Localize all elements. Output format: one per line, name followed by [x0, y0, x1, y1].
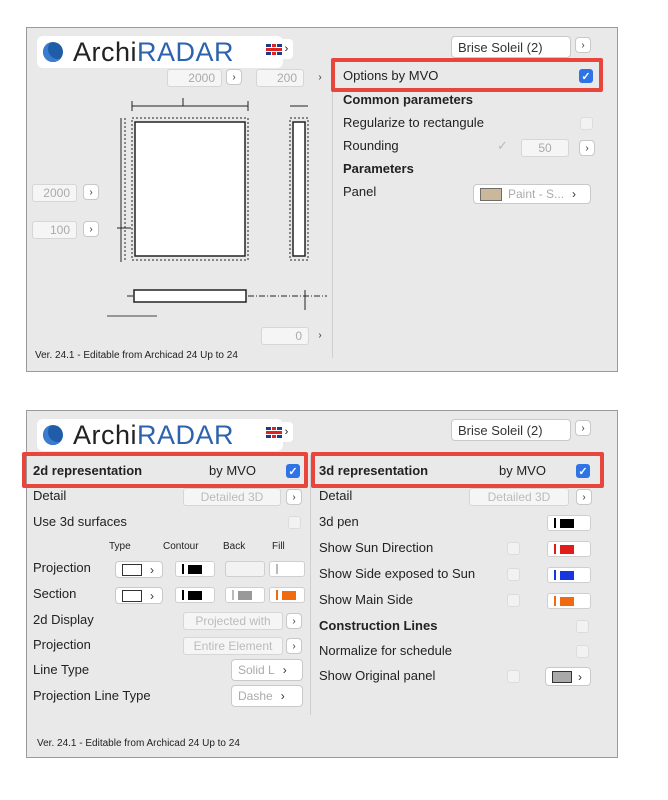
- normalize-for-schedule-checkbox[interactable]: [576, 645, 589, 658]
- panel-label: Panel: [343, 184, 377, 199]
- original-panel-material-popup[interactable]: [545, 667, 591, 686]
- height-arrow[interactable]: ›: [83, 184, 99, 200]
- 2d-detail-arrow[interactable]: ›: [286, 489, 302, 505]
- rounding-field[interactable]: 50: [521, 139, 569, 157]
- chevron-right-icon: ›: [282, 663, 287, 677]
- construction-lines-checkbox[interactable]: [576, 620, 589, 633]
- col-contour-label: Contour: [163, 541, 199, 552]
- version-text: Ver. 24.1 - Editable from Archicad 24 Up to 24: [35, 350, 238, 361]
- archiradar-logo: Archi RADAR: [37, 419, 283, 451]
- language-flag-button[interactable]: [261, 39, 293, 59]
- regularize-label: Regularize to rectangule: [343, 115, 484, 130]
- section-label: Section: [33, 586, 77, 601]
- projection-line-type-label: Projection Line Type: [33, 688, 151, 703]
- uk-flag-icon: [266, 427, 282, 438]
- construction-lines-label: Construction Lines: [319, 618, 438, 633]
- rectangle-icon: [122, 564, 142, 576]
- section-fill-pen[interactable]: [269, 587, 305, 603]
- section-type-popup[interactable]: [115, 587, 163, 604]
- section-back-pen[interactable]: [225, 587, 265, 603]
- 2d-display-arrow[interactable]: ›: [286, 613, 302, 629]
- rectangle-icon: [122, 590, 142, 602]
- projection-back-pen[interactable]: [225, 561, 265, 577]
- chevron-right-icon: ›: [284, 43, 289, 55]
- 2d-display-label: 2d Display: [33, 612, 94, 627]
- 3d-by-mvo-checkbox[interactable]: ✓: [576, 464, 590, 478]
- panel-preview-drawing: [97, 90, 337, 330]
- depth-arrow[interactable]: ›: [318, 71, 322, 83]
- col-back-label: Back: [223, 541, 246, 552]
- 2d-detail-field[interactable]: Detailed 3D: [183, 488, 281, 506]
- material-swatch: [552, 671, 572, 683]
- 3d-by-mvo-label: by MVO: [499, 463, 546, 478]
- language-flag-button[interactable]: [261, 422, 293, 442]
- highlight-3d-representation: [311, 452, 604, 488]
- sun-direction-pen[interactable]: [547, 541, 591, 557]
- rounding-arrow[interactable]: ›: [579, 140, 595, 156]
- use-3d-surfaces-checkbox[interactable]: [288, 516, 301, 529]
- normalize-for-schedule-label: Normalize for schedule: [319, 643, 452, 658]
- show-original-panel-label: Show Original panel: [319, 668, 436, 683]
- chevron-right-icon: ›: [284, 426, 289, 438]
- line-type-popup[interactable]: Solid L ›: [231, 659, 303, 681]
- 3d-detail-label: Detail: [319, 488, 353, 503]
- show-main-side-label: Show Main Side: [319, 592, 413, 607]
- uk-flag-icon: [266, 44, 282, 55]
- 2d-representation-heading: 2d representation: [33, 463, 143, 478]
- chevron-right-icon: ›: [280, 689, 285, 703]
- offset-arrow[interactable]: ›: [318, 329, 322, 341]
- rounding-checkmark[interactable]: ✓: [497, 138, 508, 153]
- highlight-options-by-mvo: [331, 58, 603, 92]
- archiradar-logo: Archi RADAR: [37, 36, 283, 68]
- col-type-label: Type: [109, 541, 131, 552]
- use-3d-surfaces-label: Use 3d surfaces: [33, 514, 127, 529]
- show-sun-direction-label: Show Sun Direction: [319, 540, 434, 555]
- side-exposed-pen[interactable]: [547, 567, 591, 583]
- main-side-pen[interactable]: [547, 593, 591, 609]
- projection-type-popup[interactable]: [115, 561, 163, 578]
- col-fill-label: Fill: [272, 541, 285, 552]
- projection-mode-arrow[interactable]: ›: [286, 638, 302, 654]
- globe-icon: [43, 42, 63, 62]
- show-main-side-checkbox[interactable]: [507, 594, 520, 607]
- 3d-pen-label: 3d pen: [319, 514, 359, 529]
- 2d-by-mvo-checkbox[interactable]: ✓: [286, 464, 300, 478]
- 2d-display-field[interactable]: Projected with: [183, 612, 283, 630]
- vertical-divider: [332, 68, 333, 358]
- offset-field[interactable]: 0: [261, 327, 309, 345]
- material-swatch: [480, 188, 502, 201]
- options-by-mvo-checkbox[interactable]: ✓: [579, 69, 593, 83]
- 3d-representation-heading: 3d representation: [319, 463, 429, 478]
- line-type-label: Line Type: [33, 662, 90, 677]
- globe-icon: [43, 425, 63, 445]
- panel-material-popup[interactable]: Paint - S... ›: [473, 184, 591, 204]
- 2d-by-mvo-label: by MVO: [209, 463, 256, 478]
- width-arrow[interactable]: ›: [226, 69, 242, 85]
- preset-popup[interactable]: Brise Soleil (2): [451, 36, 571, 58]
- rounding-label: Rounding: [343, 138, 399, 153]
- projection-line-type-popup[interactable]: Dashe ›: [231, 685, 303, 707]
- preset-next-button[interactable]: ›: [575, 420, 591, 436]
- show-sun-direction-checkbox[interactable]: [507, 542, 520, 555]
- projection-mode-label: Projection: [33, 637, 91, 652]
- chevron-right-icon: ›: [150, 588, 154, 603]
- version-text: Ver. 24.1 - Editable from Archicad 24 Up to 24: [37, 738, 240, 749]
- parameters-heading: Parameters: [343, 161, 414, 176]
- chevron-right-icon: ›: [578, 669, 582, 684]
- 3d-detail-arrow[interactable]: ›: [576, 489, 592, 505]
- projection-mode-field[interactable]: Entire Element: [183, 637, 283, 655]
- options-by-mvo-label: Options by MVO: [343, 68, 439, 83]
- common-parameters-heading: Common parameters: [343, 92, 474, 107]
- preset-next-button[interactable]: ›: [575, 37, 591, 53]
- chevron-right-icon: ›: [572, 187, 577, 201]
- regularize-checkbox[interactable]: [580, 117, 593, 130]
- depth-field[interactable]: 200: [256, 69, 304, 87]
- preset-popup[interactable]: Brise Soleil (2): [451, 419, 571, 441]
- vertical-divider: [310, 455, 311, 715]
- highlight-2d-representation: [22, 452, 308, 488]
- height-field[interactable]: 2000: [32, 184, 77, 202]
- projection-contour-pen[interactable]: [175, 561, 215, 577]
- show-original-panel-checkbox[interactable]: [507, 670, 520, 683]
- projection-fill-pen[interactable]: [269, 561, 305, 577]
- 2d-detail-label: Detail: [33, 488, 67, 503]
- thickness-field[interactable]: 100: [32, 221, 77, 239]
- chevron-right-icon: ›: [150, 562, 154, 577]
- show-side-exposed-label: Show Side exposed to Sun: [319, 566, 476, 581]
- projection-label: Projection: [33, 560, 91, 575]
- width-field[interactable]: 2000: [167, 69, 222, 87]
- thickness-arrow[interactable]: ›: [83, 221, 99, 237]
- show-side-exposed-checkbox[interactable]: [507, 568, 520, 581]
- section-contour-pen[interactable]: [175, 587, 215, 603]
- 3d-detail-field[interactable]: Detailed 3D: [469, 488, 569, 506]
- 3d-pen-picker[interactable]: [547, 515, 591, 531]
